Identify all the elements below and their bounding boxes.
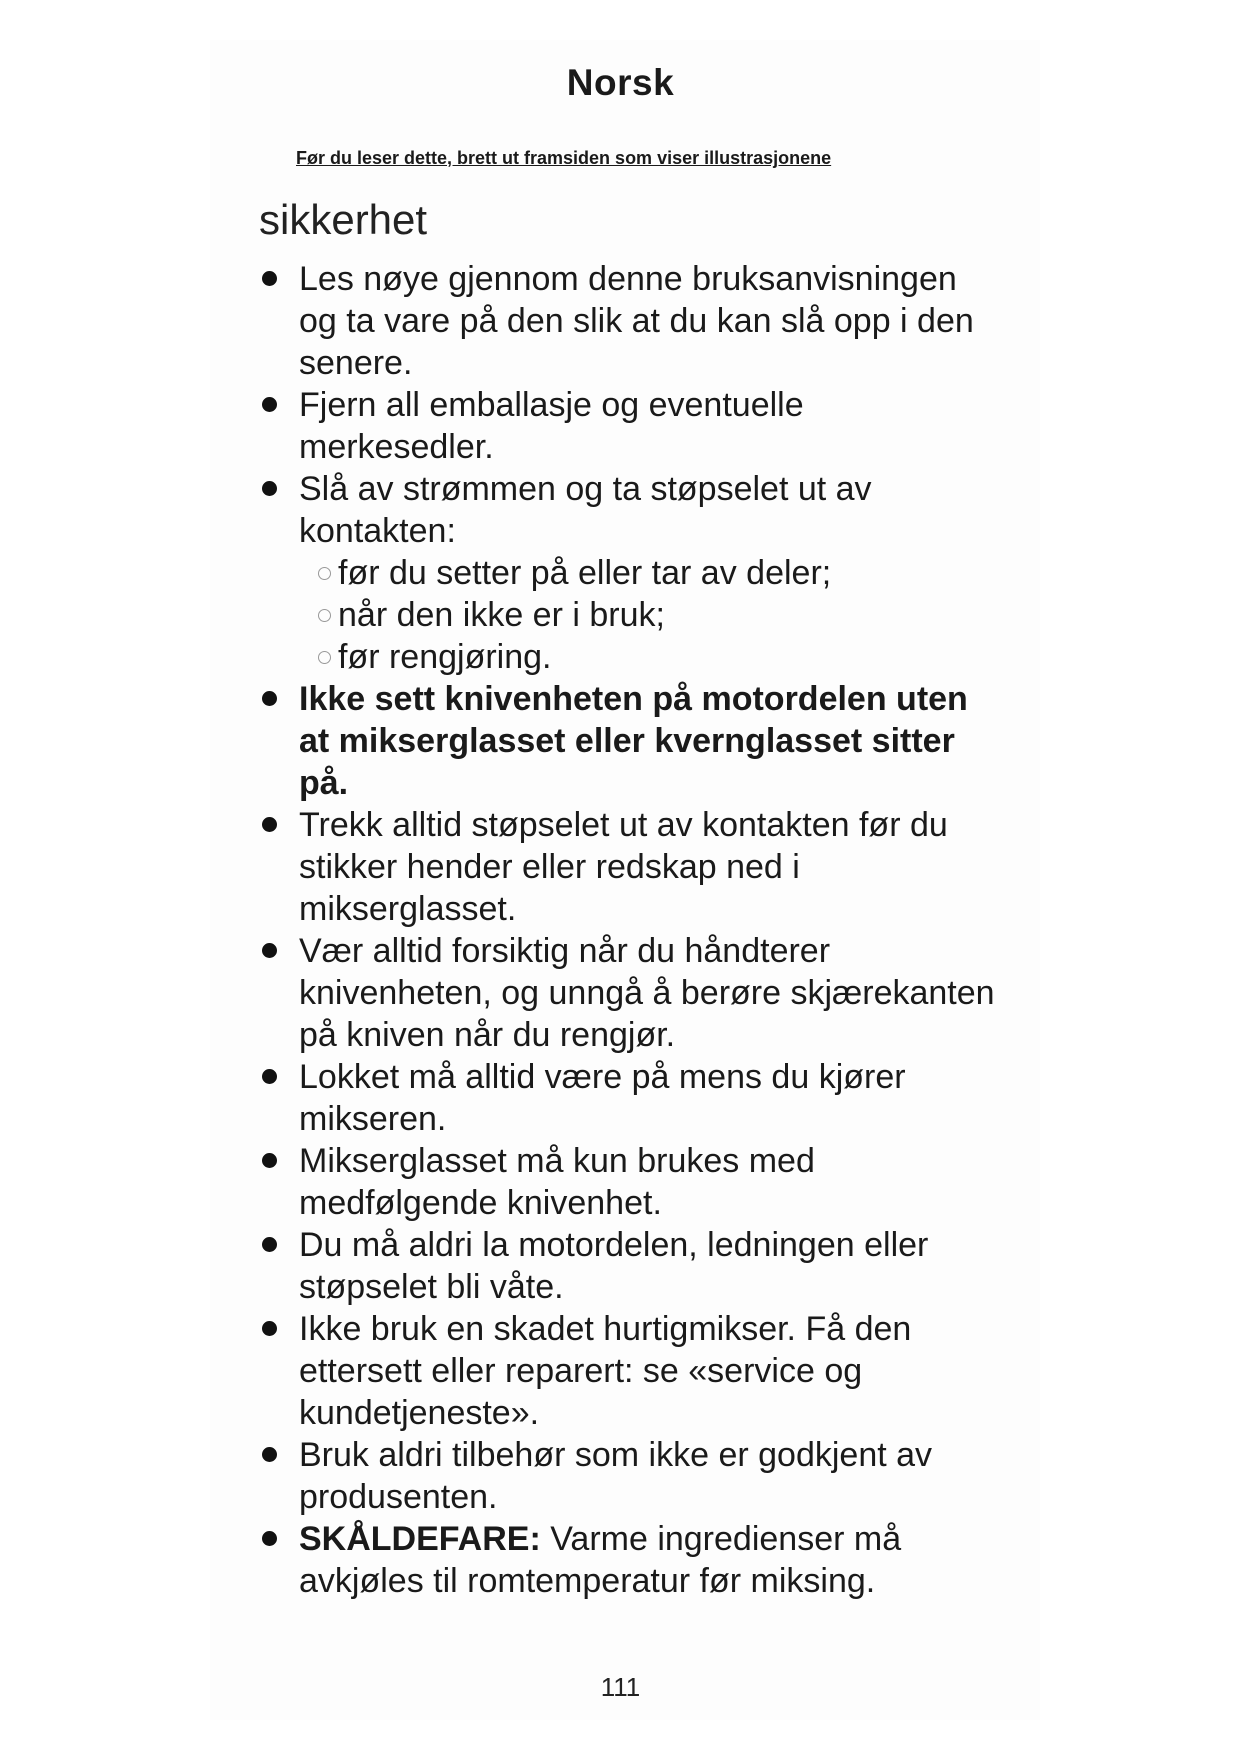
sub-list: [299, 552, 998, 678]
circle-bullet-icon: [318, 651, 331, 664]
sub-list-item-text: før rengjøring.: [338, 638, 552, 676]
sub-list-item: [317, 552, 998, 594]
list-item: [258, 1224, 998, 1308]
list-item: [258, 804, 998, 930]
list-item-text: Du må aldri la motordelen, ledningen eller støpselet bli våte.: [299, 1226, 929, 1306]
list-item: [258, 468, 998, 678]
list-item: [258, 258, 998, 384]
sub-list-item-text: når den ikke er i bruk;: [338, 596, 665, 634]
bullet-icon: [262, 943, 277, 958]
list-item-text: Slå av strømmen og ta støpselet ut av kontakten:: [299, 470, 872, 550]
list-item-text: Lokket må alltid være på mens du kjører mikseren.: [299, 1058, 906, 1138]
bullet-icon: [262, 1237, 277, 1252]
bullet-icon: [262, 817, 277, 832]
bullet-icon: [262, 1069, 277, 1084]
fold-out-instruction: Før du leser dette, brett ut framsiden som viser illustrasjonene: [296, 148, 832, 168]
bullet-icon: [262, 1153, 277, 1168]
section-heading: sikkerhet: [259, 196, 428, 243]
list-item: [258, 930, 998, 1056]
bullet-icon: [262, 397, 277, 412]
circle-bullet-icon: [318, 609, 331, 622]
page-number: 111: [600, 1672, 641, 1702]
list-item-text: Bruk aldri tilbehør som ikke er godkjent av produsenten.: [299, 1436, 933, 1516]
bullet-icon: [262, 1531, 277, 1546]
list-item: [258, 1308, 998, 1434]
list-item-text: Mikserglasset må kun brukes med medfølgende knivenhet.: [299, 1142, 815, 1222]
list-item: [258, 1434, 998, 1518]
bullet-icon: [262, 481, 277, 496]
warning-label: SKÅLDEFARE:: [299, 1520, 541, 1558]
list-item-text: Fjern all emballasje og eventuelle merkesedler.: [299, 386, 804, 466]
list-item-text: Ikke sett knivenheten på motordelen uten at mikserglasset eller kvernglasset sitter på.: [299, 680, 968, 802]
list-item-scald-warning: [258, 1518, 998, 1602]
list-item: [258, 1140, 998, 1224]
bullet-icon: [262, 271, 277, 286]
sub-list-item: [317, 636, 998, 678]
list-item-text: Vær alltid forsiktig når du håndterer knivenheten, og unngå å berøre skjærekanten på kniven når du rengjør.: [299, 932, 995, 1054]
sub-list-item: [317, 594, 998, 636]
list-item-text: Ikke bruk en skadet hurtigmikser. Få den ettersett eller reparert: se «service og kundetjeneste».: [299, 1310, 912, 1432]
list-item: [258, 384, 998, 468]
circle-bullet-icon: [318, 567, 331, 580]
bullet-icon: [262, 1447, 277, 1462]
bullet-icon: [262, 691, 277, 706]
list-item-warning: [258, 678, 998, 804]
bullet-icon: [262, 1321, 277, 1336]
safety-list: [258, 258, 998, 1602]
list-item-text: Les nøye gjennom denne bruksanvisningen og ta vare på den slik at du kan slå opp i den senere.: [299, 260, 974, 382]
list-item: [258, 1056, 998, 1140]
page-title: Norsk: [566, 62, 675, 103]
list-item-text: Trekk alltid støpselet ut av kontakten før du stikker hender eller redskap ned i mikserglasset.: [299, 806, 948, 928]
list-item-text: Varme ingredienser må avkjøles til romtemperatur før miksing.: [299, 1520, 902, 1600]
sub-list-item-text: før du setter på eller tar av deler;: [338, 554, 832, 592]
